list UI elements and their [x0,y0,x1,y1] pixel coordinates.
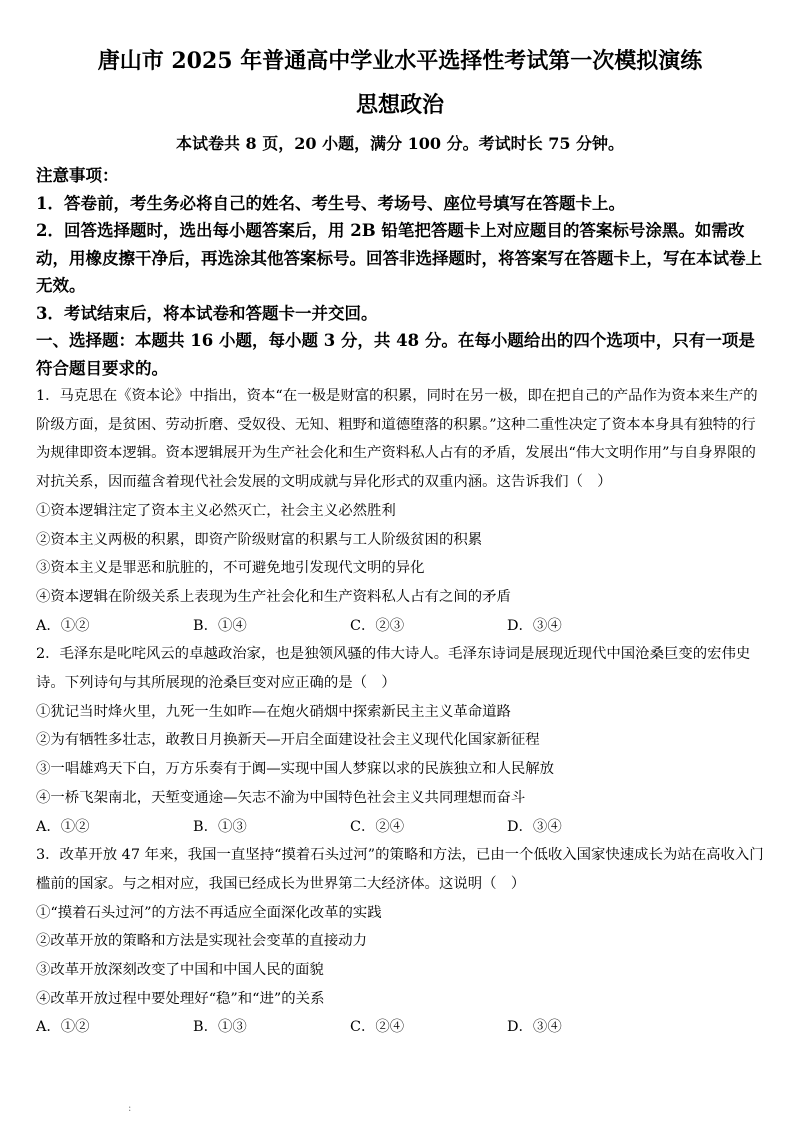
notice-item: 1．答卷前，考生务必将自己的姓名、考生号、考场号、座位号填写在答题卡上。 [36,193,625,213]
option-b: B．①③ [193,1019,247,1036]
section-heading: 一、选择题：本题共 16 小题，每小题 3 分，共 48 分。在每小题给出的四个选项中，只有一项是符合题目要求的。 [36,331,755,378]
question-stem: 1．马克思在《资本论》中指出，资本“在一极是财富的积累，同时在另一极，即在把自己的产品作为资本来生产的阶级方面，是贫困、劳动折磨、受奴役、无知、粗野和道德堕落的积累。”这种二重性决定了资本本身具有独特的行为规律即资本逻辑。资本逻辑展开为生产社会化和生产资料私人占有的矛盾，发展出“伟大文明作用”与自身界限的对抗关系，因而蕴含着现代社会发展的文明成就与异化形式的双重内涵。这告诉我们（ ） [36,388,758,491]
statement: ④资本逻辑在阶级关系上表现为生产社会化和生产资料私人占有之间的矛盾 [36,588,511,605]
option-a: A．①② [36,1019,90,1036]
statement: ②为有牺牲多壮志，敢教日月换新天—开启全面建设社会主义现代化国家新征程 [36,732,540,749]
notice-heading: 注意事项： [36,166,119,185]
option-b: B．①④ [193,617,247,634]
statement: ④改革开放过程中要处理好“稳”和“进”的关系 [36,990,325,1007]
option-d: D．③④ [507,1019,562,1036]
statement: ①“摸着石头过河”的方法不再适应全面深化改革的实践 [36,904,382,921]
option-c: C．②④ [350,1019,405,1036]
question-stem: 3．改革开放 47 年来，我国一直坚持“摸着石头过河”的策略和方法，已由一个低收入国家快速成长为站在高收入门槛前的国家。与之相对应，我国已经成长为世界第二大经济体。这说明（ ） [36,847,764,892]
notice-item: 3．考试结束后，将本试卷和答题卡一并交回。 [36,303,378,323]
question-2 [36,640,764,841]
notice-item: 2．回答选择题时，选出每小题答案后，用 2B 铅笔把答题卡上对应题目的答案标号涂黑。如需改动，用橡皮擦干净后，再选涂其他答案标号。回答非选择题时，将答案写在答题卡上，写在本试卷上无效。 [36,221,762,295]
statement: ③一唱雄鸡天下白，万方乐奏有于阗—实现中国人梦寐以求的民族独立和人民解放 [36,761,555,778]
option-c: C．②④ [350,818,405,835]
question-3 [36,841,764,1042]
statement: ②资本主义两极的积累，即资产阶级财富的积累与工人阶级贫困的积累 [36,531,483,548]
statement: ④一桥飞架南北，天堑变通途—矢志不渝为中国特色社会主义共同理想而奋斗 [36,789,526,806]
subject-title: 思想政治 [355,92,444,118]
option-b: B．①③ [193,818,247,835]
question-stem: 2．毛泽东是叱咤风云的卓越政治家，也是独领风骚的伟大诗人。毛泽东诗词是展现近现代中国沧桑巨变的宏伟史诗。下列诗句与其所展现的沧桑巨变对应正确的是（ ） [36,646,751,692]
answer-options [36,813,764,842]
statement: ③资本主义是罪恶和肮脏的，不可避免地引发现代文明的异化 [36,560,425,577]
option-a: A．①② [36,818,90,835]
answer-options [36,1013,764,1042]
question-1 [36,382,764,640]
option-d: D．③④ [507,818,562,835]
statement: ①资本逻辑注定了资本主义必然灭亡，社会主义必然胜利 [36,502,396,519]
option-d: D．③④ [507,617,562,634]
option-c: C．②③ [350,617,405,634]
statement: ②改革开放的策略和方法是实现社会变革的直接动力 [36,933,367,950]
exam-info: 本试卷共 8 页，20 小题，满分 100 分。考试时长 75 分钟。 [175,134,625,153]
answer-options [36,612,764,641]
notice-section [36,162,764,382]
footer-mark: : [128,1103,132,1114]
statement: ③改革开放深刻改变了中国和中国人民的面貌 [36,962,324,979]
exam-title: 唐山市 2025 年普通高中学业水平选择性考试第一次模拟演练 [97,48,703,74]
statement: ①犹记当时烽火里，九死一生如昨—在炮火硝烟中探索新民主主义革命道路 [36,703,511,720]
option-a: A．①② [36,617,90,634]
